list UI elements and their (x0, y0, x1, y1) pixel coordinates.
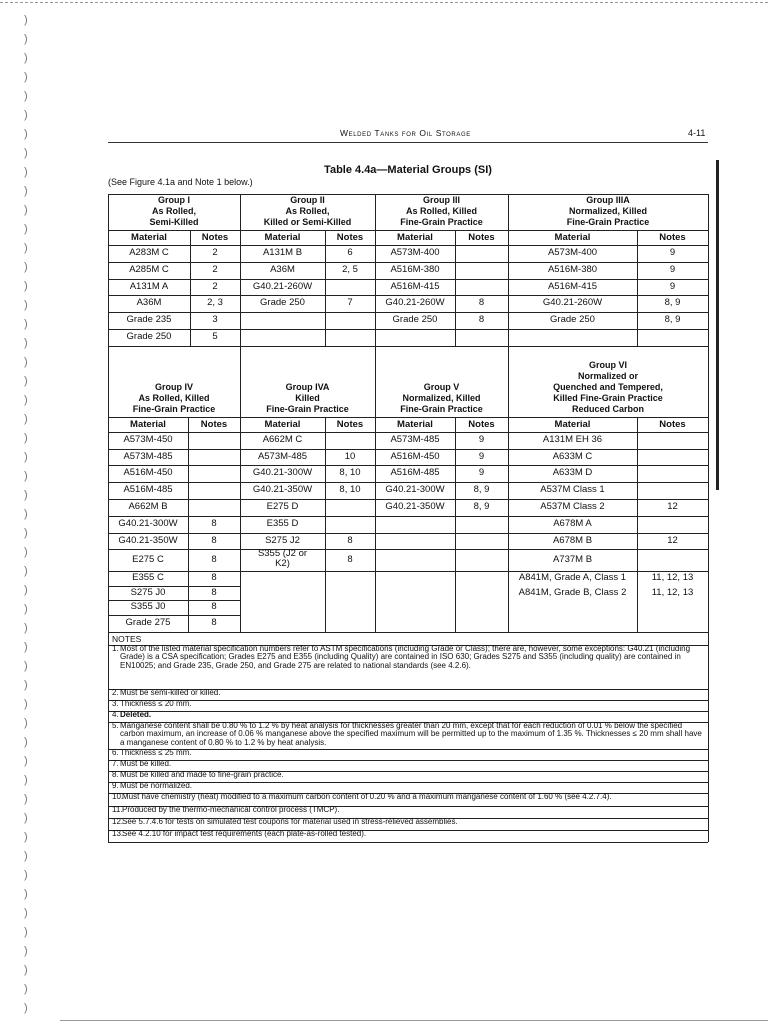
notes-cell: 8 (347, 534, 353, 546)
notes-cell: 8 (478, 297, 485, 309)
note-item (112, 722, 702, 749)
spine-mark: ) (24, 432, 28, 444)
notes-cell: 2 (212, 263, 218, 275)
material-cell: Grade 250 (260, 297, 305, 309)
notes-cell (455, 549, 508, 571)
material-cell (240, 600, 325, 615)
notes-cell: 8 (211, 601, 217, 613)
material-cell: A573M-485 (123, 450, 173, 462)
table-rule (108, 312, 708, 313)
material-cell: Grade 250 (550, 314, 595, 326)
material-cell: A131M A (129, 280, 169, 292)
table-top-rule (108, 194, 708, 195)
material-cell: A516M-415 (390, 280, 440, 292)
spine-mark: ) (24, 603, 28, 615)
notes-cell: 9 (669, 263, 676, 275)
spine-mark: ) (24, 128, 28, 140)
spine-mark: ) (24, 736, 28, 748)
material-cell: G40.21-260W (252, 280, 313, 292)
notes-cell: 12 (667, 501, 678, 512)
note-number: 2. (112, 687, 119, 697)
group-header: Group VI Normalized or Quenched and Tempered, Killed Fine-Grain Practice Reduced Carbon (553, 359, 663, 414)
note-item (112, 700, 702, 711)
table-rule (108, 329, 708, 330)
spine-mark: ) (24, 375, 28, 387)
note-item (112, 645, 702, 689)
spine-mark: ) (24, 413, 28, 425)
material-cell: A36M (136, 297, 162, 309)
material-cell: Grade 250 (392, 314, 438, 326)
note-item (112, 818, 702, 830)
column-header-material: Material (264, 418, 301, 430)
spine-mark: ) (24, 52, 28, 64)
group-header: Group II As Rolled, Killed or Semi-Killed (263, 196, 352, 227)
notes-cell: 2, 3 (207, 297, 223, 309)
note-number: 7. (112, 758, 119, 768)
notes-cell: 6 (347, 247, 353, 258)
note-number: 8. (112, 769, 119, 779)
notes-cell (188, 449, 240, 466)
notes-cell: 8 (211, 572, 217, 584)
table-rule (108, 549, 708, 550)
note-text: Must be semi-killed or killed. (120, 687, 221, 697)
material-cell: A841M, Grade A, Class 1 (518, 572, 627, 584)
notes-cell (637, 516, 708, 533)
scan-bottom-edge (60, 1020, 768, 1021)
material-cell: Grade 275 (125, 616, 171, 628)
table-rule (108, 842, 708, 843)
note-item (112, 793, 702, 806)
notes-cell: 8, 9 (664, 297, 681, 309)
running-header-title: Welded Tanks for Oil Storage (340, 128, 471, 138)
material-cell (375, 533, 455, 550)
notes-cell: 8, 9 (664, 314, 681, 326)
notes-cell (188, 432, 240, 449)
notes-cell (637, 482, 708, 499)
note-item (112, 689, 702, 700)
material-cell: G40.21-300W (118, 517, 178, 529)
material-cell: A573M-485 (390, 433, 440, 445)
material-cell: S275 J2 (265, 534, 300, 546)
material-cell: A516M-380 (390, 263, 440, 275)
table-rule (108, 499, 708, 500)
spine-mark: ) (24, 71, 28, 83)
note-item (112, 749, 702, 760)
material-cell: E275 D (266, 501, 299, 512)
column-header-material: Material (131, 232, 167, 243)
note-number: 13. (112, 828, 124, 838)
spine-mark: ) (24, 945, 28, 957)
notes-cell: 8 (478, 314, 485, 326)
material-cell: A662M B (128, 501, 168, 512)
material-cell: A633M C (552, 450, 593, 462)
group-header: Group I As Rolled, Semi-Killed (149, 196, 199, 227)
notes-cell (325, 516, 375, 533)
material-cell: G40.21-350W (252, 484, 313, 496)
notes-cell (455, 516, 508, 533)
note-number: 3. (112, 698, 119, 708)
notes-cell (637, 449, 708, 466)
column-header-notes: Notes (336, 232, 364, 243)
note-text: Thickness ≤ 25 mm. (120, 747, 192, 757)
table-rule (108, 571, 708, 572)
note-text: Produced by the thermo-mechanical control process (TMCP). (122, 804, 340, 814)
note-text: Manganese content shall be 0.80 % to 1.2 % by heat analysis for thicknesses greater than 20 mm, except that for each reduction of 0.01 % below the specified carbon maximum, an increase of 0.06 % manganese above the specified maximum will be permitted up to the maximum of 1.35 %. Thicknesses ≤ 20 mm shall have a manganese content of 0.80 % to 1.2 % by heat analysis. (120, 720, 702, 747)
group-header: Group IVA Killed Fine-Grain Practice (266, 381, 349, 414)
note-number: 4. (112, 709, 119, 719)
notes-cell (325, 312, 375, 329)
scan-top-edge (0, 2, 768, 3)
material-cell: A36M (270, 263, 295, 275)
change-bar (716, 160, 719, 490)
column-header-notes: Notes (659, 418, 686, 430)
material-cell (375, 615, 455, 632)
spine-mark: ) (24, 223, 28, 235)
notes-cell (455, 600, 508, 615)
table-rule (108, 516, 708, 517)
notes-cell (637, 432, 708, 449)
notes-cell (637, 615, 708, 632)
spine-mark: ) (24, 527, 28, 539)
page-number: 4-11 (688, 128, 706, 138)
material-cell: A573M-450 (123, 433, 173, 445)
note-text: Most of the listed material specification numbers refer to ASTM specifications (including Grade or Class); there are, however, some exceptions: G40.21 (including Grade) is a CSA specification; Grades E275 and E355 (including Quality) are contained in ISO 630; Grades S275 and S355 (including quality) are contained in EN10025; and Grade 235, Grade 250, and Grade 275 are related to national standards (see 4.2.6). (120, 643, 691, 670)
material-cell (240, 571, 325, 586)
material-cell: S275 J0 (130, 586, 166, 598)
spine-mark: ) (24, 679, 28, 691)
spine-mark: ) (24, 166, 28, 178)
material-cell: A516M-450 (123, 467, 173, 479)
material-cell: A516M-415 (547, 280, 598, 292)
spine-mark: ) (24, 356, 28, 368)
material-cell: G40.21-260W (542, 297, 603, 309)
notes-cell: 5 (212, 331, 218, 342)
notes-cell: 8 (211, 554, 217, 566)
notes-cell: 8, 10 (339, 467, 361, 479)
spine-mark: ) (24, 90, 28, 102)
spine-mark: ) (24, 318, 28, 330)
notes-cell: 12 (667, 534, 678, 546)
material-cell: Grade 235 (126, 314, 172, 326)
material-cell: A131M EH 36 (542, 433, 603, 445)
spine-mark: ) (24, 983, 28, 995)
note-text: Must be killed and made to fine-grain practice. (120, 769, 284, 779)
notes-cell: 11, 12, 13 (651, 572, 694, 584)
note-item (112, 771, 702, 782)
material-cell: E355 D (266, 517, 299, 529)
binder-spine (0, 0, 48, 1024)
spine-mark: ) (24, 147, 28, 159)
note-text: Deleted. (120, 709, 152, 719)
group-header: Group IV As Rolled, Killed Fine-Grain Practice (132, 381, 216, 414)
notes-cell: 7 (347, 297, 353, 309)
material-cell: G40.21-300W (385, 484, 445, 496)
material-cell: A516M-450 (390, 450, 440, 462)
notes-cell (455, 615, 508, 632)
note-text: Must be killed. (120, 758, 172, 768)
spine-mark: ) (24, 109, 28, 121)
spine-mark: ) (24, 394, 28, 406)
table-rule (108, 262, 708, 263)
notes-cell: 3 (212, 314, 218, 326)
header-rule (108, 142, 708, 143)
notes-cell (325, 586, 375, 601)
note-item (112, 806, 702, 818)
material-cell: S355 J0 (130, 601, 166, 613)
spine-mark: ) (24, 698, 28, 710)
spine-mark: ) (24, 964, 28, 976)
table-rule (708, 632, 709, 842)
notes-cell (637, 600, 708, 615)
material-cell (240, 312, 325, 329)
notes-cell (455, 262, 508, 279)
material-cell (508, 615, 637, 632)
notes-cell (637, 549, 708, 571)
table-rule (108, 586, 240, 587)
spine-mark: ) (24, 622, 28, 634)
table-rule (108, 615, 240, 616)
spine-mark: ) (24, 185, 28, 197)
note-text: Must be normalized. (120, 780, 193, 790)
notes-cell: 9 (478, 433, 485, 445)
spine-mark: ) (24, 14, 28, 26)
table-rule (108, 346, 708, 347)
material-cell: E355 C (132, 572, 164, 584)
material-cell: A737M B (552, 554, 593, 566)
material-cell (375, 600, 455, 615)
notes-cell (188, 482, 240, 499)
group-header: Group IIIA Normalized, Killed Fine-Grain Practice (566, 196, 650, 227)
material-cell (508, 329, 637, 346)
spine-mark: ) (24, 337, 28, 349)
spine-mark: ) (24, 451, 28, 463)
table-rule (108, 465, 708, 466)
spine-mark: ) (24, 33, 28, 45)
material-cell: A573M-400 (390, 247, 440, 258)
material-cell: A537M Class 1 (540, 484, 605, 496)
spine-mark: ) (24, 755, 28, 767)
notes-cell: 9 (478, 450, 485, 462)
spine-mark: ) (24, 907, 28, 919)
notes-cell (325, 279, 375, 296)
notes-cell (455, 279, 508, 296)
material-cell (240, 615, 325, 632)
notes-cell: 9 (669, 247, 676, 258)
spine-mark: ) (24, 261, 28, 273)
spine-mark: ) (24, 850, 28, 862)
column-header-material: Material (554, 232, 591, 243)
material-cell: A573M-400 (547, 247, 598, 258)
material-cell (375, 549, 455, 571)
table-rule (108, 632, 109, 842)
material-cell: A537M Class 2 (540, 501, 605, 512)
notes-cell: 8 (211, 517, 217, 529)
notes-cell (325, 329, 375, 346)
notes-cell (455, 245, 508, 262)
note-number: 5. (112, 720, 119, 730)
column-header-notes: Notes (200, 418, 228, 430)
material-cell: S355 (J2 or K2) (257, 549, 308, 570)
column-header-notes: Notes (659, 232, 686, 243)
spine-mark: ) (24, 660, 28, 672)
note-number: 10. (112, 791, 124, 801)
notes-cell (455, 586, 508, 601)
spine-mark: ) (24, 793, 28, 805)
table-rule (108, 482, 708, 483)
spine-mark: ) (24, 888, 28, 900)
table-rule (108, 533, 708, 534)
notes-cell (188, 499, 240, 516)
column-header-material: Material (264, 232, 301, 243)
material-cell (240, 586, 325, 601)
material-cell: A285M C (129, 263, 169, 275)
material-cell: A131M B (262, 247, 303, 258)
spine-mark: ) (24, 717, 28, 729)
column-header-notes: Notes (201, 232, 229, 243)
column-header-material: Material (130, 418, 166, 430)
spine-mark: ) (24, 204, 28, 216)
notes-cell (455, 571, 508, 586)
spine-mark: ) (24, 774, 28, 786)
spine-mark: ) (24, 546, 28, 558)
notes-cell (325, 571, 375, 586)
table-rule (108, 279, 708, 280)
notes-cell: 2 (212, 280, 218, 292)
spine-mark: ) (24, 584, 28, 596)
column-header-notes: Notes (468, 232, 495, 243)
notes-cell: 8 (347, 554, 353, 566)
spine-mark: ) (24, 508, 28, 520)
spine-mark: ) (24, 812, 28, 824)
notes-cell: 8 (211, 586, 217, 598)
table-rule (108, 295, 708, 296)
spine-mark: ) (24, 1002, 28, 1014)
column-header-material: Material (397, 418, 433, 430)
material-cell: G40.21-350W (385, 501, 445, 512)
table-subtitle: (See Figure 4.1a and Note 1 below.) (108, 177, 253, 187)
note-number: 12. (112, 816, 124, 826)
material-cell: A841M, Grade B, Class 2 (518, 586, 627, 598)
notes-cell: 8 (211, 616, 217, 628)
material-cell: A678M A (553, 517, 592, 529)
notes-cell: 2, 5 (342, 263, 358, 275)
notes-cell (188, 465, 240, 482)
material-cell: A633M D (552, 467, 593, 479)
spine-mark: ) (24, 299, 28, 311)
spine-mark: ) (24, 489, 28, 501)
material-cell (375, 329, 455, 346)
column-header-material: Material (397, 232, 433, 243)
table-title: Table 4.4a—Material Groups (SI) (324, 164, 492, 176)
group-header: Group V Normalized, Killed Fine-Grain Practice (400, 381, 483, 414)
notes-cell: 9 (478, 467, 485, 479)
material-cell: G40.21-350W (118, 534, 178, 546)
notes-cell (637, 465, 708, 482)
note-item (112, 830, 702, 842)
notes-cell: 2 (212, 247, 218, 258)
notes-cell (637, 329, 708, 346)
note-text: See 4.2.10 for impact test requirements (each plate-as-rolled tested). (122, 828, 367, 838)
spine-mark: ) (24, 831, 28, 843)
note-number: 11. (112, 804, 123, 814)
column-header-material: Material (554, 418, 591, 430)
notes-cell: 8, 9 (473, 501, 490, 512)
note-text: Thickness ≤ 20 mm. (120, 698, 192, 708)
material-cell: A516M-485 (123, 484, 173, 496)
table-rule (708, 346, 709, 632)
note-number: 9. (112, 780, 119, 790)
note-text: See 5.7.4.6 for tests on simulated test coupons for material used in stress-relieved assemblies. (122, 816, 458, 826)
notes-cell: 11, 12, 13 (651, 586, 694, 598)
table-bottom-rule (108, 632, 708, 633)
spine-mark: ) (24, 470, 28, 482)
group-header: Group III As Rolled, Killed Fine-Grain Practice (400, 196, 483, 227)
notes-cell (325, 600, 375, 615)
notes-cell: 8, 10 (339, 484, 361, 496)
note-number: 1. (112, 643, 119, 653)
material-cell (240, 329, 325, 346)
material-cell (375, 571, 455, 586)
note-number: 6. (112, 747, 119, 757)
table-rule (108, 432, 708, 433)
material-cell: A516M-380 (547, 263, 598, 275)
notes-cell (325, 432, 375, 449)
notes-cell (325, 615, 375, 632)
material-cell: A573M-485 (257, 450, 308, 462)
material-cell: A283M C (129, 247, 169, 258)
table-rule (108, 449, 708, 450)
column-header-notes: Notes (336, 418, 364, 430)
material-cell: E275 C (132, 554, 164, 566)
notes-cell (325, 499, 375, 516)
spine-mark: ) (24, 565, 28, 577)
table-rule (708, 194, 709, 346)
notes-cell: 10 (344, 450, 356, 462)
material-cell: G40.21-300W (252, 467, 313, 479)
notes-cell: 8 (211, 534, 217, 546)
spine-mark: ) (24, 242, 28, 254)
material-cell (508, 600, 637, 615)
column-header-notes: Notes (468, 418, 495, 430)
notes-cell (455, 329, 508, 346)
spine-mark: ) (24, 280, 28, 292)
table-rule (108, 600, 240, 601)
notes-title: NOTES (112, 633, 142, 644)
table-rule (108, 245, 708, 246)
material-cell: A662M C (262, 433, 303, 445)
note-text: Must have chemistry (heat) modified to a maximum carbon content of 0.20 % and a maximum manganese content of 1.60 % (see 4.2.7.4). (122, 791, 612, 801)
notes-cell: 8, 9 (473, 484, 490, 496)
spine-mark: ) (24, 641, 28, 653)
material-cell: A678M B (552, 534, 593, 546)
material-cell (375, 516, 455, 533)
material-cell: G40.21-260W (385, 297, 445, 309)
notes-cell: 9 (669, 280, 676, 292)
spine-mark: ) (24, 926, 28, 938)
material-cell: A516M-485 (390, 467, 440, 479)
notes-cell (455, 533, 508, 550)
material-cell (375, 586, 455, 601)
material-cell: Grade 250 (126, 331, 172, 342)
spine-mark: ) (24, 869, 28, 881)
